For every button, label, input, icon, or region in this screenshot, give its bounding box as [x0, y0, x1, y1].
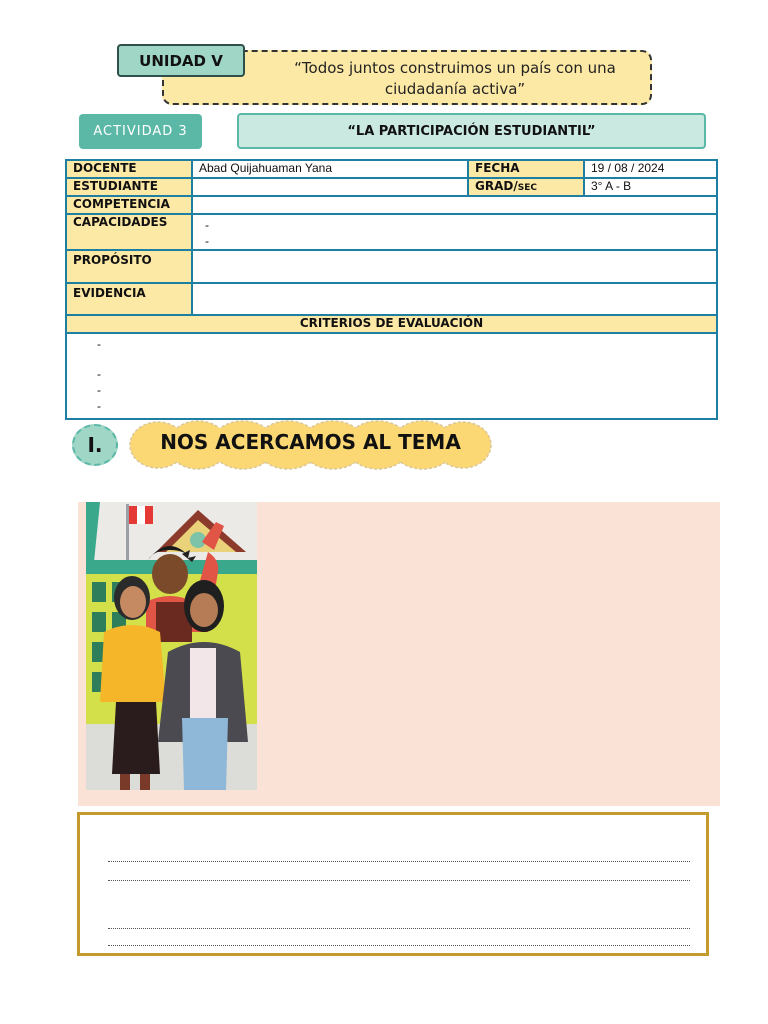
capacidad-item: - [205, 218, 209, 232]
capacidades-label: CAPACIDADES [66, 214, 192, 250]
fecha-label: FECHA [468, 160, 584, 178]
criterio-item: - [97, 367, 101, 381]
criterio-item: - [97, 337, 101, 351]
students-illustration [86, 502, 257, 790]
capacidades-value[interactable] [192, 214, 717, 250]
proposito-label: PROPÓSITO [66, 250, 192, 283]
estudiante-label: ESTUDIANTE [66, 178, 192, 196]
section-number: I. [72, 424, 118, 466]
answer-line[interactable] [108, 861, 690, 862]
answer-box[interactable] [77, 812, 709, 956]
grado-label [468, 178, 584, 196]
docente-label: DOCENTE [66, 160, 192, 178]
grado-label-sec: SEC [517, 183, 537, 193]
activity-title: “LA PARTICIPACIÓN ESTUDIANTIL” [237, 113, 706, 149]
lema-text: “Todos juntos construimos un país con una ciudadanía activa” [294, 59, 616, 98]
grado-label-main: GRAD/ [475, 179, 518, 193]
estudiante-value[interactable] [192, 178, 468, 196]
grado-value[interactable]: 3° A - B [584, 178, 717, 196]
actividad-badge: ACTIVIDAD 3 [79, 114, 202, 149]
competencia-value[interactable] [192, 196, 717, 214]
criterio-item: - [97, 383, 101, 397]
section-title: NOS ACERCAMOS AL TEMA [160, 430, 461, 454]
proposito-value[interactable] [192, 250, 717, 283]
docente-value[interactable]: Abad Quijahuaman Yana [192, 160, 468, 178]
capacidad-item: - [205, 234, 209, 248]
answer-line[interactable] [108, 928, 690, 929]
evidencia-label: EVIDENCIA [66, 283, 192, 315]
unidad-badge: UNIDAD V [117, 44, 245, 77]
answer-line[interactable] [108, 945, 690, 946]
criterios-value[interactable] [66, 333, 717, 419]
answer-line[interactable] [108, 880, 690, 881]
competencia-label: COMPETENCIA [66, 196, 192, 214]
criterio-item: - [97, 399, 101, 413]
fecha-value[interactable]: 19 / 08 / 2024 [584, 160, 717, 178]
info-table [65, 159, 718, 420]
criterios-header: CRITERIOS DE EVALUACIÓN [66, 315, 717, 333]
evidencia-value[interactable] [192, 283, 717, 315]
